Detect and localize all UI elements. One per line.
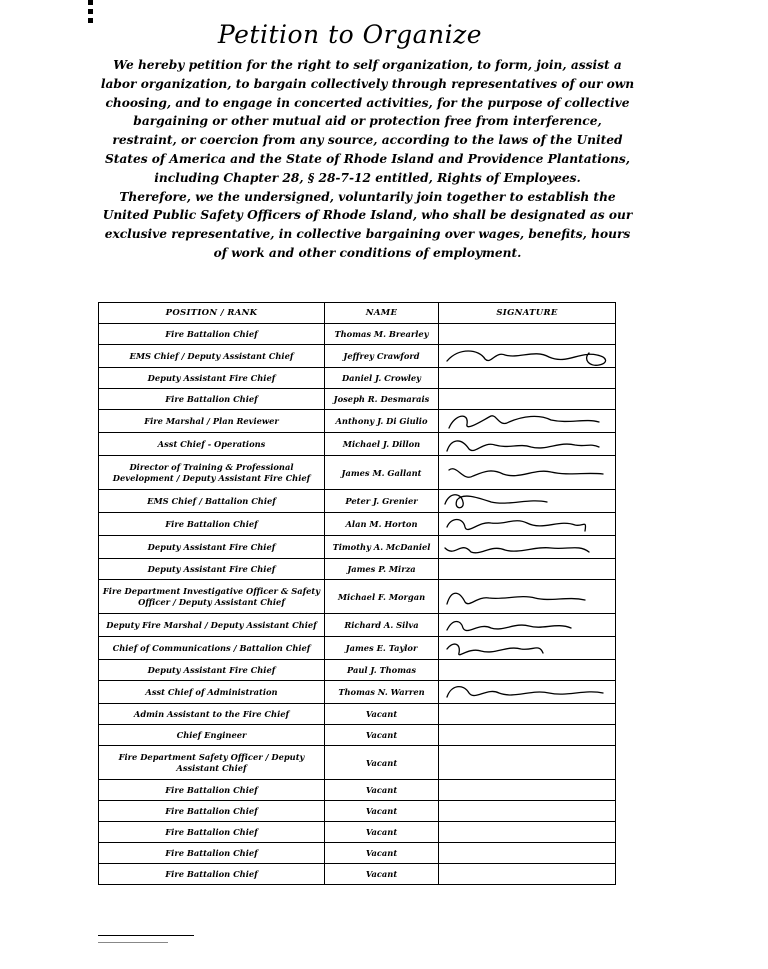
position-cell: Fire Battalion Chief: [99, 864, 325, 885]
handwritten-signature: [439, 433, 614, 455]
name-cell: Jeffrey Crawford: [325, 345, 439, 368]
table-row: [99, 490, 616, 513]
table-row: [99, 637, 616, 660]
table-row: [99, 368, 616, 389]
table-body: [99, 324, 616, 885]
position-cell: Deputy Assistant Fire Chief: [99, 559, 325, 580]
position-cell: Director of Training & Professional Development / Deputy Assistant Fire Chief: [99, 456, 325, 490]
signature-cell: [439, 456, 616, 490]
name-cell: Thomas M. Brearley: [325, 324, 439, 345]
table-row: [99, 324, 616, 345]
handwritten-signature: [439, 513, 614, 535]
name-cell: Anthony J. Di Giulio: [325, 410, 439, 433]
petition-text: [100, 56, 635, 263]
signature-cell: [439, 614, 616, 637]
name-cell: Michael J. Dillon: [325, 433, 439, 456]
table-row: [99, 704, 616, 725]
signature-cell: [439, 410, 616, 433]
name-cell: Richard A. Silva: [325, 614, 439, 637]
signature-cell: [439, 746, 616, 780]
table-row: [99, 456, 616, 490]
name-cell: Thomas N. Warren: [325, 681, 439, 704]
footer-rule: [98, 935, 194, 936]
name-cell: Vacant: [325, 864, 439, 885]
table-row: [99, 410, 616, 433]
petition-paragraph-2: Therefore, we the undersigned, voluntarily join together to establish the United Public Safety Officers of Rhode Island, who shall be designated as our exclusive representative, in collective bargaining over wages, benefits, hours of work and other conditions of employment.: [102, 189, 633, 260]
page-title: Petition to Organize: [217, 20, 483, 49]
position-cell: Fire Battalion Chief: [99, 389, 325, 410]
signature-cell: [439, 780, 616, 801]
name-cell: James P. Mirza: [325, 559, 439, 580]
position-cell: Fire Battalion Chief: [99, 324, 325, 345]
name-cell: Michael F. Morgan: [325, 580, 439, 614]
petition-paragraph-1: We hereby petition for the right to self organization, to form, join, assist a labor organization, to bargain collectively through representatives of our own choosing, and to engage in concerted activities, for the purpose of collective bargaining or other mutual aid or protection free from interference, restraint, or coercion from any source, according to the laws of the United States of America and the State of Rhode Island and Providence Plantations, including Chapter 28, § 28-7-12 entitled, Rights of Employees.: [100, 58, 635, 185]
position-cell: Fire Marshal / Plan Reviewer: [99, 410, 325, 433]
table-row: [99, 746, 616, 780]
table-row: [99, 345, 616, 368]
handwritten-signature: [439, 462, 614, 484]
signature-cell: [439, 368, 616, 389]
header-name: NAME: [325, 303, 439, 324]
name-cell: Peter J. Grenier: [325, 490, 439, 513]
position-cell: Asst Chief - Operations: [99, 433, 325, 456]
name-cell: Timothy A. McDaniel: [325, 536, 439, 559]
table-row: [99, 433, 616, 456]
signature-cell: [439, 324, 616, 345]
table-row: [99, 780, 616, 801]
handwritten-signature: [439, 586, 614, 608]
signature-cell: [439, 660, 616, 681]
table-row: [99, 580, 616, 614]
table-row: [99, 559, 616, 580]
signature-cell: [439, 490, 616, 513]
name-cell: James M. Gallant: [325, 456, 439, 490]
position-cell: Chief Engineer: [99, 725, 325, 746]
signature-cell: [439, 801, 616, 822]
name-cell: Alan M. Horton: [325, 513, 439, 536]
position-cell: Admin Assistant to the Fire Chief: [99, 704, 325, 725]
position-cell: Fire Battalion Chief: [99, 843, 325, 864]
signature-cell: [439, 513, 616, 536]
position-cell: Deputy Assistant Fire Chief: [99, 536, 325, 559]
name-cell: Joseph R. Desmarais: [325, 389, 439, 410]
signature-cell: [439, 822, 616, 843]
signature-cell: [439, 580, 616, 614]
position-cell: EMS Chief / Battalion Chief: [99, 490, 325, 513]
signature-cell: [439, 681, 616, 704]
name-cell: Vacant: [325, 801, 439, 822]
signature-cell: [439, 864, 616, 885]
name-cell: James E. Taylor: [325, 637, 439, 660]
position-cell: Deputy Assistant Fire Chief: [99, 368, 325, 389]
name-cell: Daniel J. Crowley: [325, 368, 439, 389]
signature-cell: [439, 389, 616, 410]
footer-rule-2: [98, 942, 168, 943]
name-cell: Vacant: [325, 822, 439, 843]
table-row: [99, 536, 616, 559]
header-signature: SIGNATURE: [439, 303, 616, 324]
signature-cell: [439, 637, 616, 660]
handwritten-signature: [439, 410, 614, 432]
signature-cell: [439, 433, 616, 456]
handwritten-signature: [439, 637, 614, 659]
table-row: [99, 513, 616, 536]
position-cell: Fire Department Safety Officer / Deputy Assistant Chief: [99, 746, 325, 780]
table-row: [99, 822, 616, 843]
table-row: [99, 681, 616, 704]
table-row: [99, 389, 616, 410]
table-row: [99, 843, 616, 864]
position-cell: Deputy Assistant Fire Chief: [99, 660, 325, 681]
position-cell: Asst Chief of Administration: [99, 681, 325, 704]
table-row: [99, 660, 616, 681]
handwritten-signature: [439, 614, 614, 636]
handwritten-signature: [439, 681, 614, 703]
position-cell: Chief of Communications / Battalion Chief: [99, 637, 325, 660]
position-cell: Deputy Fire Marshal / Deputy Assistant Chief: [99, 614, 325, 637]
position-cell: Fire Battalion Chief: [99, 780, 325, 801]
handwritten-signature: [439, 345, 614, 367]
handwritten-signature: [439, 536, 614, 558]
table-row: [99, 725, 616, 746]
name-cell: Vacant: [325, 843, 439, 864]
signature-table: [98, 302, 616, 885]
position-cell: Fire Battalion Chief: [99, 513, 325, 536]
position-cell: EMS Chief / Deputy Assistant Chief: [99, 345, 325, 368]
position-cell: Fire Battalion Chief: [99, 801, 325, 822]
signature-cell: [439, 704, 616, 725]
header-position: POSITION / RANK: [99, 303, 325, 324]
name-cell: Vacant: [325, 725, 439, 746]
table-header-row: [99, 303, 616, 324]
position-cell: Fire Battalion Chief: [99, 822, 325, 843]
signature-cell: [439, 559, 616, 580]
name-cell: Paul J. Thomas: [325, 660, 439, 681]
signature-cell: [439, 725, 616, 746]
table-row: [99, 864, 616, 885]
name-cell: Vacant: [325, 780, 439, 801]
table-row: [99, 614, 616, 637]
signature-cell: [439, 536, 616, 559]
handwritten-signature: [439, 490, 614, 512]
name-cell: Vacant: [325, 746, 439, 780]
signature-cell: [439, 843, 616, 864]
table-row: [99, 801, 616, 822]
position-cell: Fire Department Investigative Officer & Safety Officer / Deputy Assistant Chief: [99, 580, 325, 614]
name-cell: Vacant: [325, 704, 439, 725]
signature-cell: [439, 345, 616, 368]
